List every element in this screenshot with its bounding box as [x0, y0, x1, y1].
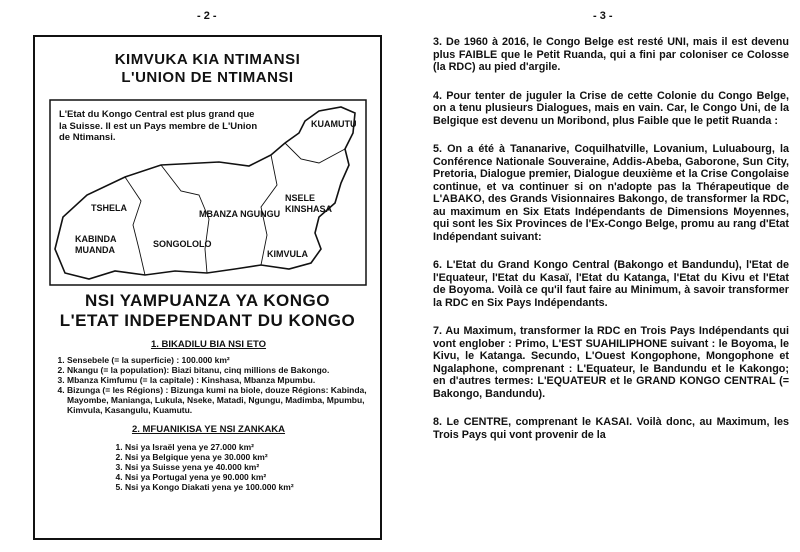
map-label-kabinda: KABINDA — [75, 234, 117, 244]
map-label-songololo: SONGOLOLO — [153, 239, 212, 249]
list-item: 1. Sensebele (= la superficie) : 100.000 km² — [67, 355, 372, 365]
map-label-kuamutu: KUAMUTU — [311, 119, 357, 129]
section1-title: 1. BIKADILU BIA NSI ETO — [150, 339, 267, 350]
map-inner-border-central — [161, 165, 209, 273]
right-column-text — [433, 36, 789, 441]
paragraph: 6. L'Etat du Grand Kongo Central (Bakongo et Bandundu), l'Etat de l'Equateur, l'Etat du Kasaï, l'Etat du Katanga, l'Etat du Kivu et l'Etat de Boyoma. Voilà ce qu'il faut faire au Minimum, à savoir transformer la RDC en Six Pays Indépendants. — [433, 259, 789, 309]
map-label-mbanza-ngungu: MBANZA NGUNGU — [199, 209, 281, 219]
list-item: 2. Nkangu (= la population): Biazi bitanu, cinq millions de Bakongo. — [67, 365, 372, 375]
section2-list — [45, 442, 372, 492]
paragraph: 4. Pour tenter de juguler la Crise de cette Colonie du Congo Belge, on a tenu plusieurs Dialogues, mais en vain. Car, le Congo Uni, de la Belgique est devenu un Moribond, plus Faible que le petit Ruanda : — [433, 89, 789, 127]
box-title-line1: KIMVUKA KIA NTIMANSI — [114, 51, 301, 68]
list-item: 4. Nsi ya Portugal yena ye 90.000 km² — [125, 472, 372, 482]
heading-line1: NSI YAMPUANZA YA KONGO — [85, 291, 330, 310]
map-label-tshela: TSHELA — [91, 203, 127, 213]
page-number-left: - 2 - — [197, 10, 217, 22]
page-number-right: - 3 - — [593, 10, 613, 22]
list-item: 3. Nsi ya Suisse yena ye 40.000 km² — [125, 462, 372, 472]
list-item: 4. Bizunga (= les Régions) : Bizunga kumi na biole, douze Régions: Kabinda, Mayombe, Manianga, Lukula, Nseke, Matadi, Ngungu, Madimba, Mpumbu, Kimvula, Kasangulu, Kuamutu. — [67, 385, 372, 415]
section2-title: 2. MFUANIKISA YE NSI ZANKAKA — [131, 424, 286, 435]
paragraph: 7. Au Maximum, transformer la RDC en Trois Pays Indépendants qui vont englober : Primo, L'EST SUAHILIPHONE suivant : le Boyoma, le Kivu, le Katanga. Secundo, L'Ouest Kongophone, Mongophone et Ngalaphone, comprenant : L'Equateur, le Bandundu et le Kakongo; en d'autres termes: L'EQUATEUR et le GRAND KONGO CENTRAL (= Bakongo, Bandundu). — [433, 325, 789, 400]
box-title-line2: L'UNION DE NTIMANSI — [121, 69, 294, 86]
section1-list — [45, 355, 372, 415]
heading-line2: L'ETAT INDEPENDANT DU KONGO — [59, 311, 356, 330]
list-item: 1. Nsi ya Israël yena ye 27.000 km² — [125, 442, 372, 452]
map-label-kimvula: KIMVULA — [267, 249, 308, 259]
map-inner-border-north — [285, 143, 345, 163]
paragraph: 3. De 1960 à 2016, le Congo Belge est resté UNI, mais il est devenu plus FAIBLE que le Petit Ruanda, qui a fini par coloniser ce Colosse (la RDC) au pied d'argile. — [433, 36, 789, 73]
paragraph: 5. On a été à Tananarive, Coquilhatville, Lovanium, Luluabourg, la Conférence Nationale Souveraine, Addis-Abeba, Gaborone, Sun City, Pretoria, Dialogue premier, Dialogue deuxième et la Crise Congolaise continue, et va continuer si on n'adopte pas la Thérapeutique de L'ABAKO, des Grands Visionnaires Bakongo, de transformer la RDC, au maximum en Six Etats Indépendants de Dimensions Moyennes, qui sont les Six Provinces de l'Ex-Congo Belge, promu au rang d'Etat Indépendant suivant: — [433, 143, 789, 243]
list-item: 3. Mbanza Kimfumu (= la capitale) : Kinshasa, Mbanza Mpumbu. — [67, 375, 372, 385]
map-inner-border-west — [125, 177, 145, 275]
info-box — [33, 35, 382, 540]
paragraph: 8. Le CENTRE, comprenant le KASAI. Voilà donc, au Maximum, les Trois Pays qui vont provenir de la — [433, 416, 789, 441]
list-item: 2. Nsi ya Belgique yena ye 30.000 km² — [125, 452, 372, 462]
map-label-nsele: NSELE — [285, 193, 316, 203]
map-label-kinshasa: KINSHASA — [285, 204, 333, 214]
map-label-muanda: MUANDA — [75, 245, 115, 255]
list-item: 5. Nsi ya Kongo Diakati yena ye 100.000 km² — [125, 482, 372, 492]
kongo-central-map — [49, 99, 367, 286]
map-intro-text: L'Etat du Kongo Central est plus grand que la Suisse. Il est un Pays membre de L'Union de Ntimansi. — [59, 109, 258, 143]
